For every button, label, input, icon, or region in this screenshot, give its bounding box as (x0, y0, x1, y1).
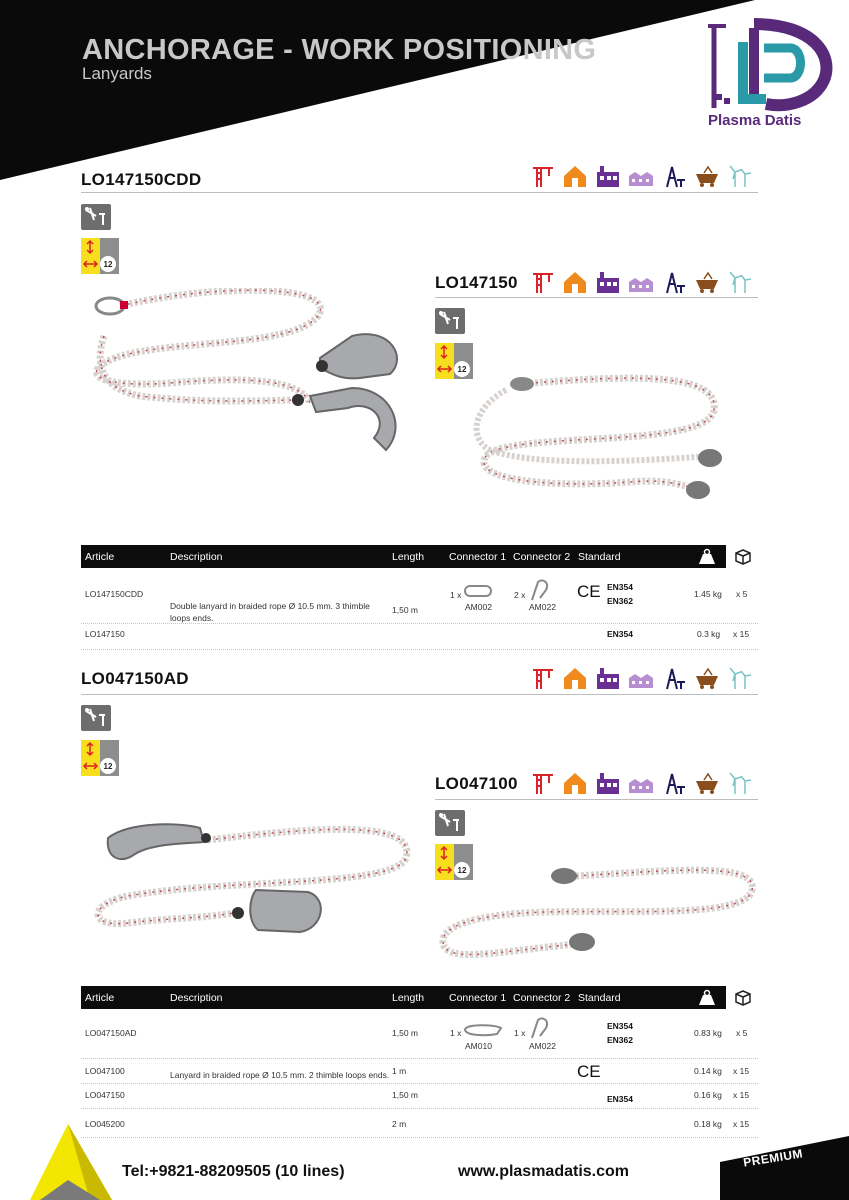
cell-length: 2 m (392, 1119, 407, 1129)
cell-standard: EN354 (607, 1094, 633, 1104)
table-header (81, 545, 726, 568)
product-title-lo147150: LO147150 (435, 273, 518, 292)
product-photo-lo147150 (470, 370, 730, 510)
wind-turbine-icon (726, 270, 753, 294)
factory-icon (594, 164, 621, 188)
application-icons (528, 270, 753, 294)
cell-pack: x 5 (736, 1028, 748, 1038)
mine-cart-icon (693, 666, 720, 690)
col-standard: Standard (578, 992, 621, 1004)
cell-connector1-code: AM002 (465, 602, 492, 612)
col-length: Length (392, 992, 425, 1004)
cell-connector2-qty: 1 x (514, 1028, 526, 1038)
cell-length: 1,50 m (392, 1090, 418, 1100)
premium-label: PREMIUM (742, 1146, 804, 1170)
col-connector1: Connector 1 (449, 992, 507, 1004)
length-class-badge (81, 238, 119, 274)
weight-icon (698, 548, 716, 565)
cell-connector1-qty: 1 x (450, 590, 462, 600)
house-icon (561, 771, 588, 795)
cell-connector2-qty: 2 x (514, 590, 526, 600)
ce-mark: CE (577, 582, 601, 601)
cell-pack: x 15 (733, 629, 750, 639)
package-icon (735, 990, 751, 1006)
cell-weight: 0.18 kg (694, 1119, 722, 1129)
cell-length: 1,50 m (392, 605, 418, 615)
fall-arrest-badge (81, 705, 111, 731)
snap-hook-icon (528, 578, 552, 602)
svg-text:12: 12 (103, 260, 113, 269)
crane-icon (528, 270, 555, 294)
cell-article: LO045200 (85, 1119, 125, 1129)
mine-cart-icon (693, 270, 720, 294)
cell-article: LO147150CDD (85, 589, 144, 599)
logo-text: Plasma Datis (708, 112, 802, 129)
fall-arrest-badge (81, 204, 111, 230)
weight-icon (698, 989, 716, 1006)
cell-connector2-code: AM022 (529, 602, 556, 612)
cell-weight: 0.16 kg (694, 1090, 722, 1100)
table-header (81, 986, 726, 1009)
mine-cart-icon (693, 771, 720, 795)
product-photo-lo047150ad (88, 818, 413, 940)
carabiner-icon (463, 584, 493, 598)
col-length: Length (392, 551, 425, 563)
crane-icon (528, 666, 555, 690)
mine-cart-icon (693, 164, 720, 188)
footer-phone: Tel:+9821-88209505 (10 lines) (122, 1163, 345, 1180)
fall-arrest-badge (435, 810, 465, 836)
house-icon (561, 666, 588, 690)
divider (81, 694, 758, 695)
page-title: ANCHORAGE - WORK POSITIONING (82, 34, 597, 66)
cell-pack: x 15 (733, 1090, 750, 1100)
oil-rig-icon (660, 270, 687, 294)
cell-standard: EN354 (607, 629, 633, 639)
package-icon (735, 549, 751, 565)
col-article: Article (85, 551, 115, 563)
cell-standard: EN354 (607, 1021, 633, 1031)
product-title-lo047150ad: LO047150AD (81, 669, 189, 688)
fall-arrest-badge (435, 308, 465, 334)
cell-article: LO047150 (85, 1090, 125, 1100)
warehouse-icon (627, 164, 654, 188)
application-icons (528, 666, 753, 690)
factory-icon (594, 270, 621, 294)
cell-pack: x 5 (736, 589, 748, 599)
house-icon (561, 270, 588, 294)
product-photo-lo047100 (436, 862, 758, 964)
cell-article: LO147150 (85, 629, 125, 639)
cell-connector1-code: AM010 (465, 1041, 492, 1051)
row-divider (81, 649, 758, 650)
ce-mark: CE (577, 1062, 601, 1081)
warehouse-icon (627, 666, 654, 690)
house-icon (561, 164, 588, 188)
row-divider (81, 1108, 758, 1109)
divider (81, 192, 758, 193)
factory-icon (594, 666, 621, 690)
footer-website[interactable]: www.plasmadatis.com (458, 1163, 630, 1180)
page-subtitle: Lanyards (82, 64, 152, 83)
crane-icon (528, 164, 555, 188)
length-class-badge (81, 740, 119, 776)
application-icons (528, 164, 753, 188)
oil-rig-icon (660, 666, 687, 690)
col-standard: Standard (578, 551, 621, 563)
footer-background (0, 1120, 849, 1200)
snap-hook-icon (528, 1016, 552, 1040)
cell-standard: EN354 (607, 582, 633, 592)
cell-length: 1,50 m (392, 1028, 418, 1038)
cell-description: Lanyard in braided rope Ø 10.5 mm. 2 thimble loops ends. (170, 1070, 390, 1080)
product-photo-lo147150cdd (90, 288, 410, 458)
col-connector2: Connector 2 (513, 992, 571, 1004)
warehouse-icon (627, 270, 654, 294)
col-connector2: Connector 2 (513, 551, 571, 563)
wind-turbine-icon (726, 164, 753, 188)
row-divider (81, 1058, 758, 1059)
cell-connector1-qty: 1 x (450, 1028, 462, 1038)
col-description: Description (170, 551, 223, 563)
product-title-lo147150cdd: LO147150CDD (81, 170, 202, 189)
divider (435, 297, 758, 298)
wind-turbine-icon (726, 666, 753, 690)
cell-weight: 1.45 kg (694, 589, 722, 599)
oil-rig-icon (660, 771, 687, 795)
cell-connector2-code: AM022 (529, 1041, 556, 1051)
cell-description: Double lanyard in braided rope Ø 10.5 mm. 3 thimble loops ends. (170, 601, 370, 623)
application-icons (528, 771, 753, 795)
row-divider (81, 1083, 758, 1084)
cell-standard: EN362 (607, 596, 633, 606)
cell-weight: 0.14 kg (694, 1066, 722, 1076)
cell-weight: 0.83 kg (694, 1028, 722, 1038)
cell-standard: EN362 (607, 1035, 633, 1045)
warehouse-icon (627, 771, 654, 795)
col-article: Article (85, 992, 115, 1004)
row-divider (81, 623, 758, 624)
svg-text:12: 12 (457, 866, 467, 875)
crane-icon (528, 771, 555, 795)
factory-icon (594, 771, 621, 795)
oil-rig-icon (660, 164, 687, 188)
cell-article: LO047100 (85, 1066, 125, 1076)
col-connector1: Connector 1 (449, 551, 507, 563)
cell-pack: x 15 (733, 1066, 750, 1076)
col-description: Description (170, 992, 223, 1004)
snap-hook-icon (463, 1022, 503, 1038)
svg-text:12: 12 (103, 762, 113, 771)
cell-article: LO047150AD (85, 1028, 137, 1038)
cell-weight: 0.3 kg (697, 629, 721, 639)
length-class-badge (435, 343, 473, 379)
product-title-lo047100: LO047100 (435, 774, 518, 793)
cell-length: 1 m (392, 1066, 407, 1076)
cell-pack: x 15 (733, 1119, 750, 1129)
svg-text:12: 12 (457, 365, 467, 374)
divider (435, 799, 758, 800)
wind-turbine-icon (726, 771, 753, 795)
